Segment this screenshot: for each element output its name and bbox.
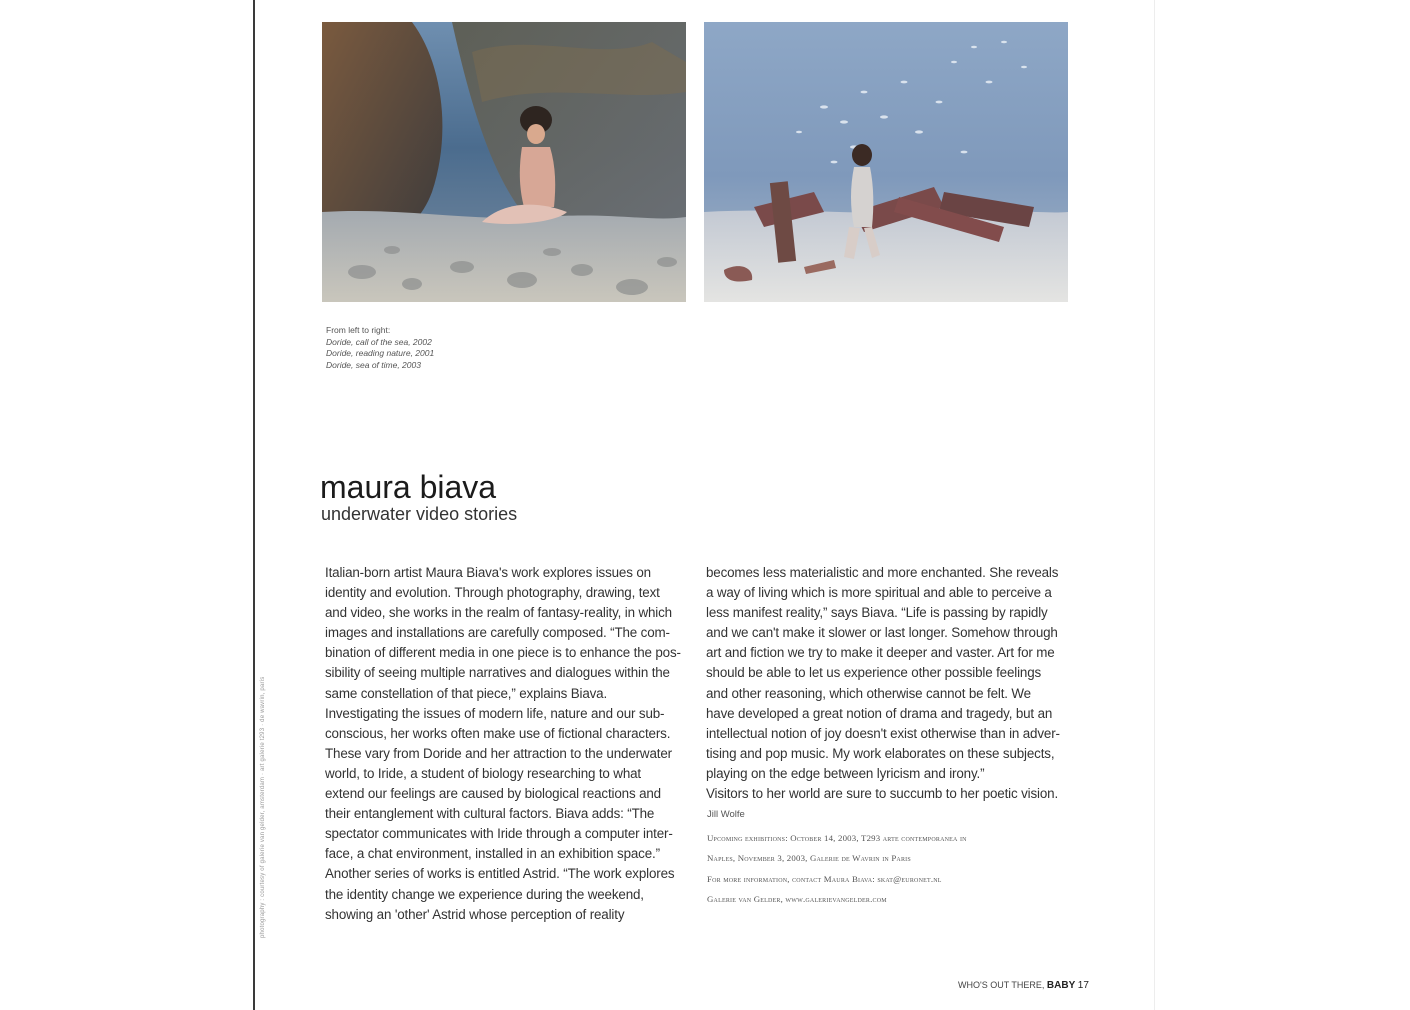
body-line: sibility of seeing multiple narratives and dialogues within the	[325, 665, 670, 681]
body-line: Italian-born artist Maura Biava's work explores issues on	[325, 565, 651, 580]
body-line: and video, she works in the realm of fantasy-reality, in which	[325, 605, 672, 621]
body-line: intellectual notion of joy doesn't exist otherwise than in adver-	[706, 725, 1060, 741]
body-line: art and fiction we try to make it deeper and vaster. Art for me	[706, 645, 1055, 661]
info-line: Upcoming exhibitions: October 14, 2003, T293 arte contemporanea in	[707, 833, 967, 843]
caption-heading: From left to right:	[326, 325, 391, 335]
body-line: same constellation of that piece,” explains Biava.	[325, 685, 608, 701]
page-edge	[1154, 0, 1155, 1010]
magazine-spine	[253, 0, 255, 1010]
author-byline: Jill Wolfe	[707, 809, 745, 820]
photo-caption	[326, 325, 434, 371]
page-folio	[958, 980, 1089, 991]
body-line: less manifest reality,” says Biava. “Life is passing by rapidly	[706, 605, 1048, 621]
info-line: Galerie van Gelder, www.galerievangelder.com	[707, 894, 887, 905]
body-line: have developed a great notion of drama and tragedy, but an	[706, 705, 1053, 721]
body-line: tising and pop music. My work elaborates on these subjects,	[706, 745, 1055, 761]
body-line: spectator communicates with Iride through a computer inter-	[325, 826, 673, 842]
body-line: bination of different media in one piece is to enhance the pos-	[325, 645, 681, 661]
folio-magazine: BABY	[1046, 980, 1076, 991]
body-line: showing an 'other' Astrid whose perception of reality	[325, 906, 625, 922]
body-line: world, to Iride, a student of biology researching to what	[325, 765, 641, 781]
article-title: maura biava	[320, 469, 497, 505]
body-line: becomes less materialistic and more enchanted. She reveals	[706, 565, 1059, 580]
article-column-left	[325, 563, 695, 925]
article-column-right	[706, 563, 1076, 804]
caption-item: Doride, sea of time, 2003	[326, 359, 421, 370]
body-line: Visitors to her world are sure to succumb to her poetic vision.	[706, 786, 1059, 802]
caption-item: Doride, reading nature, 2001	[326, 348, 435, 358]
body-line: and we can't make it slower or last longer. Somehow through	[706, 625, 1058, 641]
body-line: and other reasoning, which otherwise cannot be felt. We	[706, 685, 1031, 701]
body-line: Investigating the issues of modern life, nature and our sub-	[325, 705, 665, 721]
photo-doride-call-of-the-sea	[322, 22, 686, 302]
body-line: images and installations are carefully composed. “The com-	[325, 625, 670, 641]
body-line: a way of living which is more spiritual and able to perceive a	[706, 585, 1052, 601]
body-line: identity and evolution. Through photography, drawing, text	[325, 585, 660, 601]
page-number: 17	[1077, 980, 1089, 991]
body-line: face, a chat environment, installed in an exhibition space.”	[325, 846, 660, 862]
caption-item: Doride, call of the sea, 2002	[326, 336, 432, 347]
body-line: their entanglement with cultural factors. Biava adds: “The	[325, 806, 655, 822]
article-subtitle: underwater video stories	[321, 504, 518, 524]
body-line: extend our feelings are caused by biological reactions and	[325, 786, 661, 802]
info-line: For more information, contact Maura Biava: skat@euronet.nl	[707, 873, 942, 884]
body-line: should be able to let us experience other possible feelings	[706, 665, 1042, 681]
photo-credit-vertical: photography : courtesy of galerie van gelder, amsterdam · art galerie t293 · de wavrin, paris	[260, 676, 266, 938]
body-line: the identity change we experience during the weekend,	[325, 886, 644, 902]
info-line: Naples, November 3, 2003, Galerie de Wavrin in Paris	[707, 853, 911, 864]
exhibition-info	[707, 828, 967, 910]
folio-section: WHO'S OUT THERE,	[958, 980, 1045, 990]
photo-doride-sea-of-time	[704, 22, 1068, 302]
body-line: Another series of works is entitled Astrid. “The work explores	[325, 866, 675, 882]
body-line: playing on the edge between lyricism and irony.”	[706, 765, 985, 781]
body-line: conscious, her works often make use of fictional characters.	[325, 725, 671, 741]
body-line: These vary from Doride and her attraction to the underwater	[325, 745, 672, 761]
